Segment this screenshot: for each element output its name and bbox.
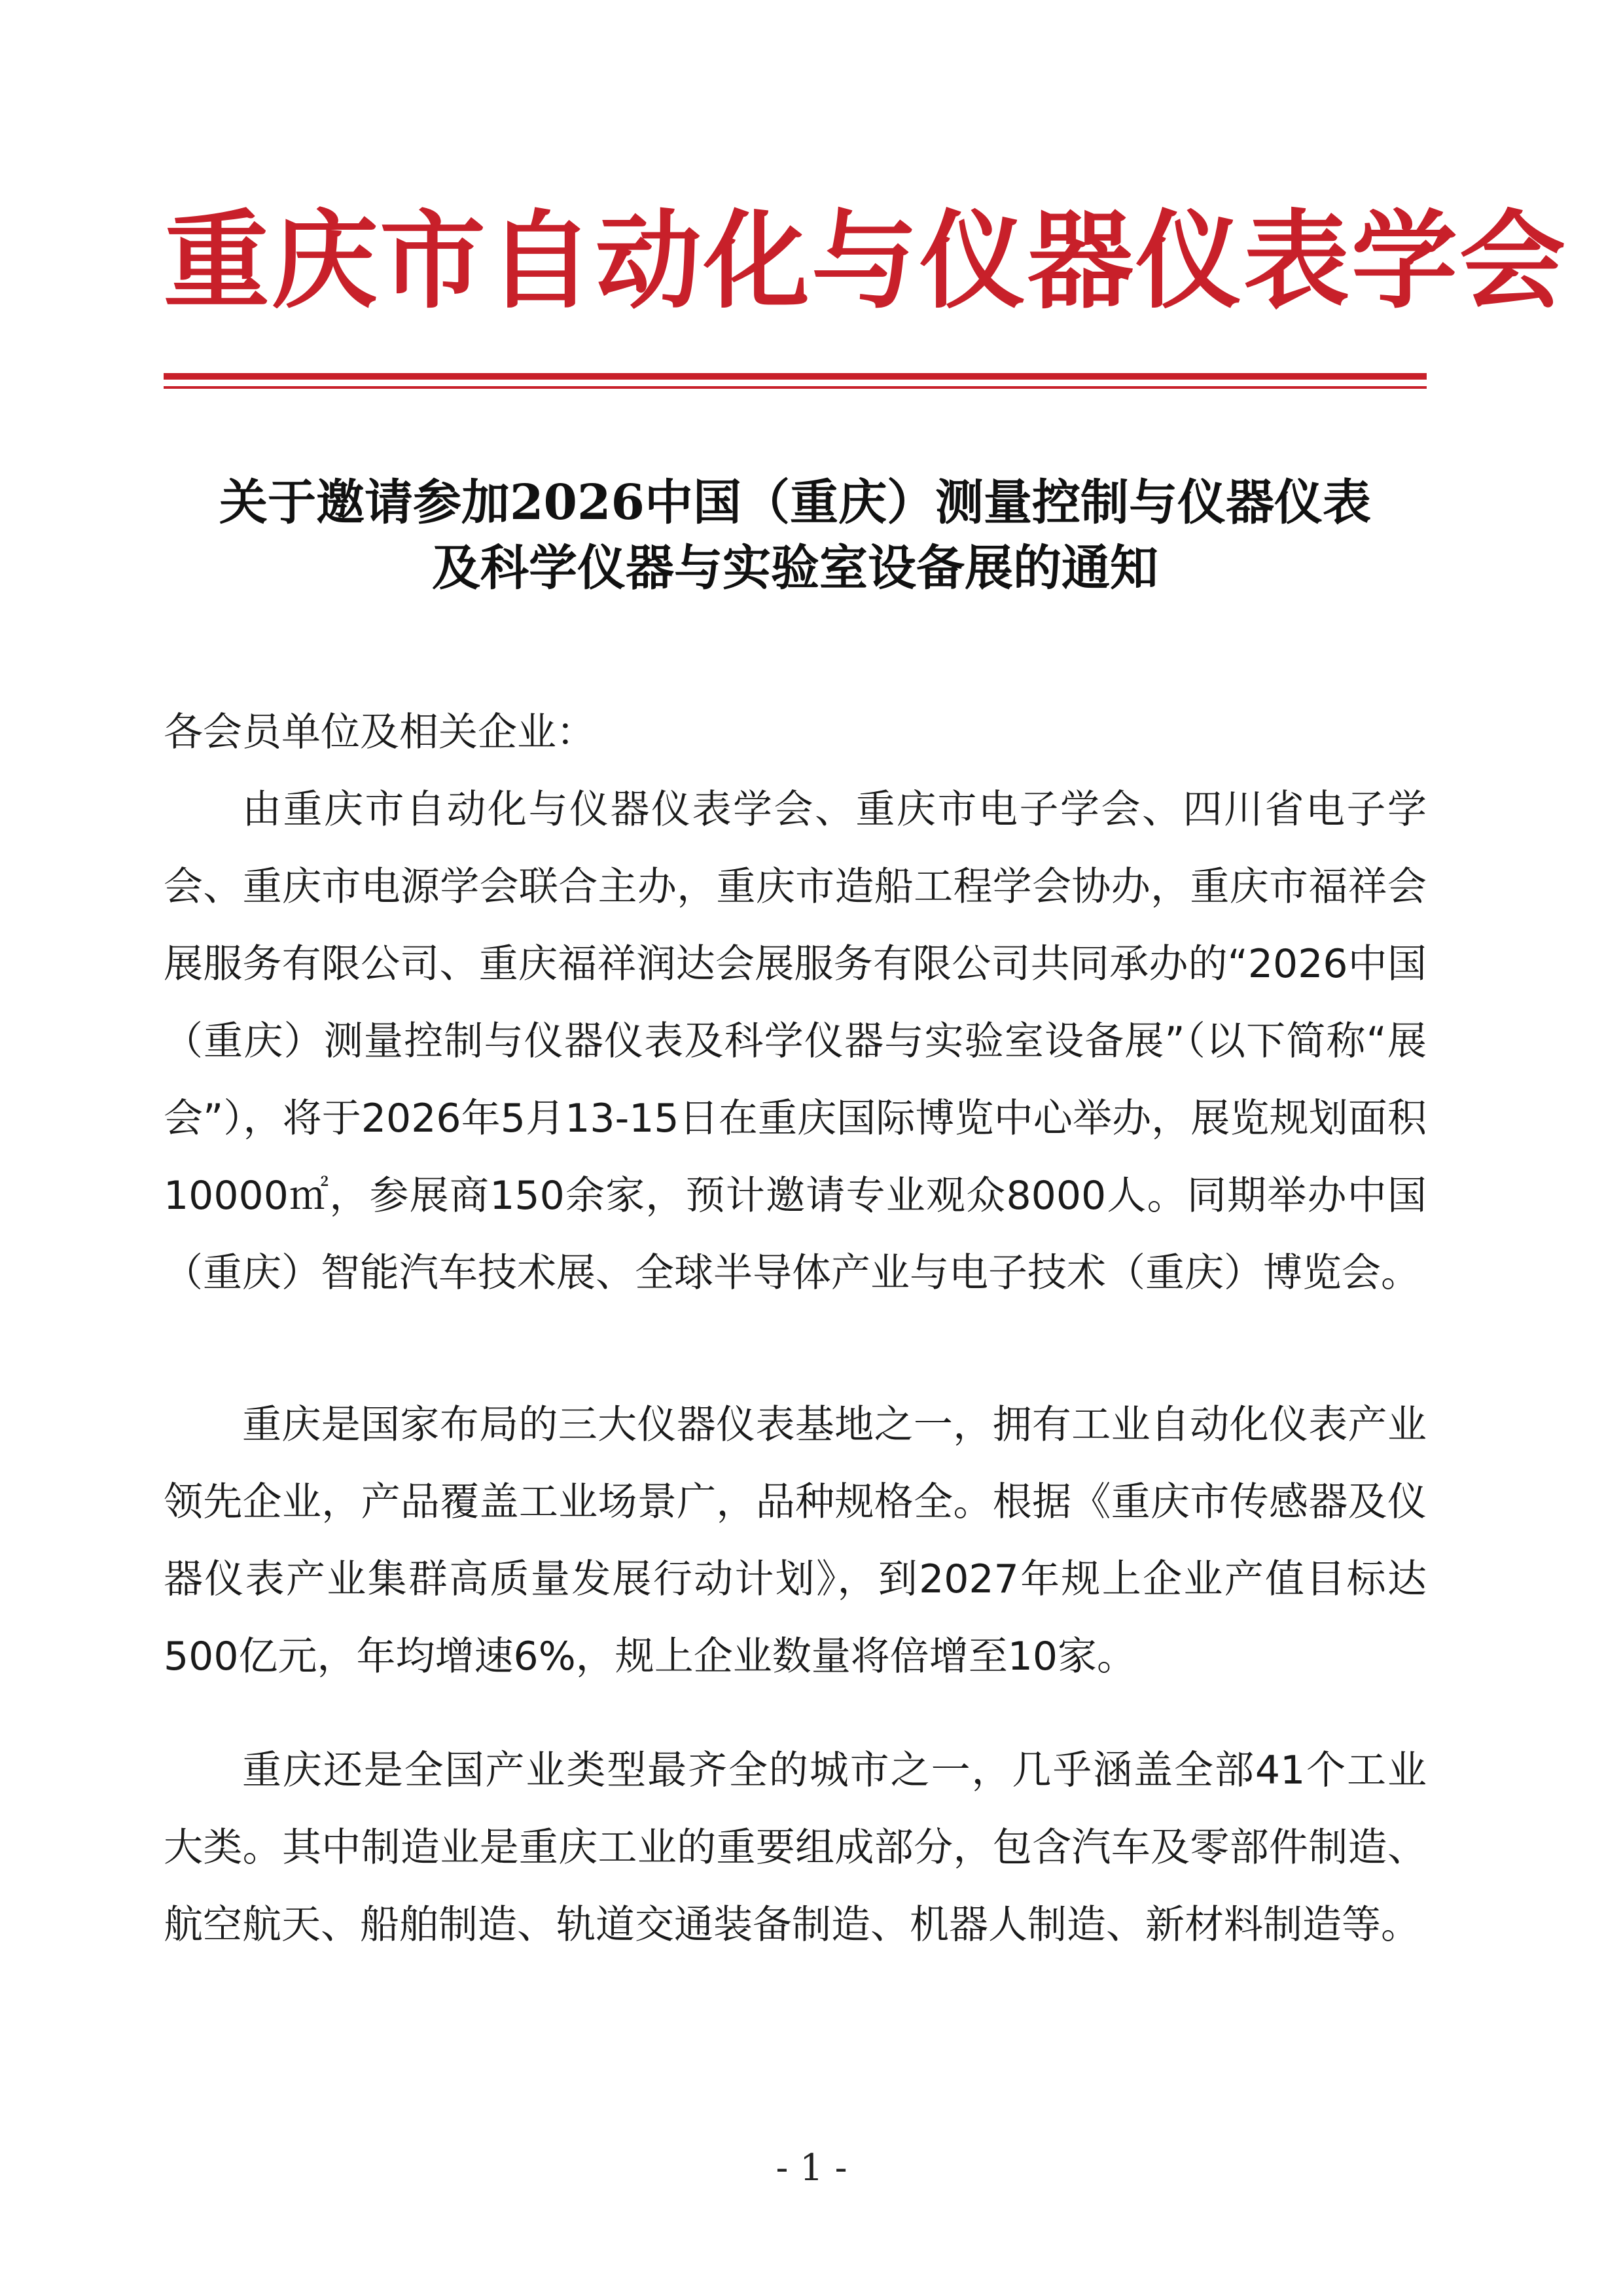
letterhead-rule-thin bbox=[164, 386, 1427, 389]
letterhead-rule-thick bbox=[164, 373, 1427, 380]
salutation: 各会员单位及相关企业： bbox=[164, 709, 596, 755]
page-number: - 1 - bbox=[776, 2147, 847, 2189]
paragraph-event-intro: 由重庆市自动化与仪器仪表学会、重庆市电子学会、四川省电子学会、重庆市电源学会联合主办，重庆市造船工程学会协办，重庆市福祥会展服务有限公司、重庆福祥润达会展服务有限公司共同承办的“2026中国（重庆）测量控制与仪器仪表及科学仪器与实验室设备展”（以下简称“展会”），将于2026年5月13-15日在重庆国际博览中心举办，展览规划面积10000㎡，参展商150余家，预计邀请专业观众8000人。同期举办中国（重庆）智能汽车技术展、全球半导体产业与电子技术（重庆）博览会。 bbox=[164, 787, 1427, 1296]
paragraph-industry-types: 重庆还是全国产业类型最齐全的城市之一，几乎涵盖全部41个工业大类。其中制造业是重庆工业的重要组成部分，包含汽车及零部件制造、航空航天、船舶制造、轨道交通装备制造、机器人制造、新材料制造等。 bbox=[164, 1748, 1427, 1948]
paragraph-instrument-base: 重庆是国家布局的三大仪器仪表基地之一，拥有工业自动化仪表产业领先企业，产品覆盖工业场景广，品种规格全。根据《重庆市传感器及仪器仪表产业集群高质量发展行动计划》，到2027年规上企业产值目标达500亿元，年均增速6%，规上企业数量将倍增至10家。 bbox=[164, 1402, 1427, 1679]
notice-title-line2: 及科学仪器与实验室设备展的通知 bbox=[432, 540, 1158, 596]
notice-title-line1: 关于邀请参加2026中国（重庆）测量控制与仪器仪表 bbox=[219, 475, 1371, 531]
letterhead-org-name: 重庆市自动化与仪器仪表学会 bbox=[164, 200, 1567, 323]
